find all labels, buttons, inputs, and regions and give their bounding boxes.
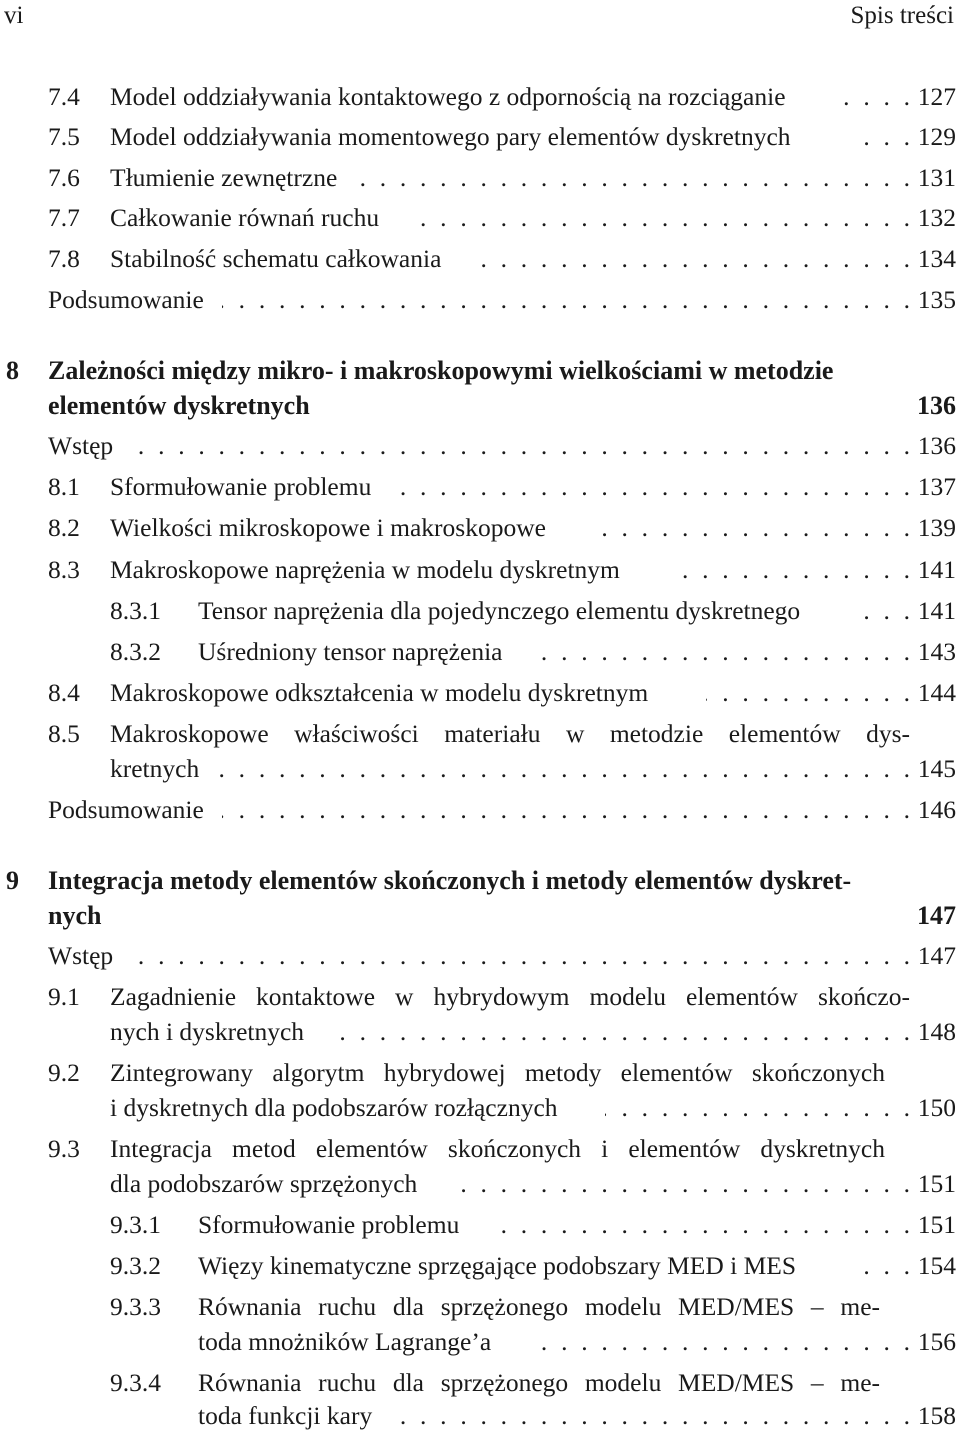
- chapter-page: 136: [917, 391, 956, 420]
- leader-dots: [860, 598, 910, 632]
- leader-dots: [672, 557, 910, 591]
- toc-entry-9-1[interactable]: [0, 984, 960, 1018]
- entry-page: 151: [917, 1210, 956, 1239]
- toc-entry-8-3[interactable]: [0, 557, 960, 591]
- toc-entry-8-2[interactable]: [0, 515, 960, 549]
- leader-dots: [528, 1329, 910, 1363]
- entry-title: Więzy kinematyczne sprzęgające podobszary MED i MES: [198, 1251, 797, 1280]
- entry-page: 135: [917, 285, 956, 314]
- entry-title-line1: Równania ruchu dla sprzężonego modelu MED/MES – me-: [198, 1292, 880, 1321]
- leader-dots: [405, 205, 910, 239]
- chapter-title-line1: Integracja metody elementów skończonych i metody elementów dyskret-: [48, 866, 852, 895]
- entry-page: 136: [917, 431, 956, 460]
- chapter-page: 147: [917, 901, 956, 930]
- toc-entry-8-5-line2[interactable]: [0, 756, 960, 790]
- toc-entry-intro-8[interactable]: [0, 433, 960, 467]
- entry-title-line1: Integracja metod elementów skończonych i elementów dyskretnych: [110, 1134, 885, 1163]
- entry-title-line1: Zagadnienie kontaktowe w hybrydowym modelu elementów skończo-: [110, 982, 910, 1011]
- entry-title: Wstęp: [48, 941, 114, 970]
- entry-title: Sformułowanie problemu: [198, 1210, 460, 1239]
- toc-entry-8-5[interactable]: [0, 721, 960, 755]
- entry-page: 154: [917, 1251, 956, 1280]
- entry-page: 143: [917, 637, 956, 666]
- entry-page: 131: [917, 163, 956, 192]
- toc-entry-9-3[interactable]: [0, 1136, 960, 1170]
- entry-page: 141: [917, 555, 956, 584]
- entry-number: 7.8: [48, 244, 80, 273]
- toc-entry-8-4[interactable]: [0, 680, 960, 714]
- entry-page: 146: [917, 795, 956, 824]
- entry-title: Model oddziaływania momentowego pary elementów dyskretnych: [110, 122, 791, 151]
- entry-number: 8.3: [48, 555, 80, 584]
- toc-entry-9-2-line2[interactable]: [0, 1095, 960, 1129]
- entry-page: 147: [917, 941, 956, 970]
- toc-entry-9-1-line2[interactable]: [0, 1019, 960, 1053]
- toc-entry-intro-9[interactable]: [0, 943, 960, 977]
- toc-entry-7-6[interactable]: [0, 165, 960, 199]
- entry-page: 127: [917, 82, 956, 111]
- toc-entry-9-3-3[interactable]: [0, 1294, 960, 1328]
- entry-title: Tensor naprężenia dla pojedynczego elementu dyskretnego: [198, 596, 801, 625]
- toc-entry-7-4[interactable]: [0, 84, 960, 118]
- entry-number: 8.4: [48, 678, 80, 707]
- entry-page: 144: [917, 678, 956, 707]
- entry-title: Całkowanie równań ruchu: [110, 203, 380, 232]
- entry-page: 158: [917, 1401, 956, 1430]
- toc-entry-9-3-4[interactable]: [0, 1370, 960, 1404]
- entry-number: 9.3.2: [110, 1251, 161, 1280]
- toc-chapter-8-line2[interactable]: [0, 393, 960, 427]
- leader-dots: [222, 797, 910, 831]
- toc-entry-9-2[interactable]: [0, 1060, 960, 1094]
- leader-dots: [592, 515, 910, 549]
- leader-dots: [605, 1095, 910, 1129]
- entry-title: Podsumowanie: [48, 285, 204, 314]
- toc-entry-7-5[interactable]: [0, 124, 960, 158]
- entry-number: 9.3.4: [110, 1368, 161, 1397]
- chapter-title-line2: nych: [48, 901, 102, 930]
- toc-entry-9-3-3-line2[interactable]: [0, 1329, 960, 1363]
- entry-title: Tłumienie zewnętrzne: [110, 163, 338, 192]
- entry-title: Makroskopowe naprężenia w modelu dyskretnym: [110, 555, 620, 584]
- leader-dots: [478, 246, 910, 280]
- entry-title-line2: toda funkcji kary: [198, 1401, 373, 1430]
- entry-title-line2: i dyskretnych dla podobszarów rozłącznych: [110, 1093, 558, 1122]
- entry-number: 9.2: [48, 1058, 80, 1087]
- leader-dots: [860, 1253, 910, 1287]
- toc-chapter-9-line2[interactable]: [0, 903, 960, 937]
- leader-dots: [130, 433, 910, 467]
- chapter-title-line2: elementów dyskretnych: [48, 391, 310, 420]
- toc-entry-9-3-4-line2[interactable]: [0, 1403, 960, 1437]
- toc-entry-summary-7[interactable]: [0, 287, 960, 321]
- toc-entry-9-3-line2[interactable]: [0, 1171, 960, 1205]
- leader-dots: [222, 287, 910, 321]
- toc-entry-9-3-1[interactable]: [0, 1212, 960, 1246]
- entry-number: 8.3.1: [110, 596, 161, 625]
- chapter-title-line1: Zależności między mikro- i makroskopowymi wielkościami w metodzie: [48, 356, 834, 385]
- leader-dots: [535, 639, 910, 673]
- entry-title-line1: Makroskopowe właściwości materiału w metodzie elementów dys-: [110, 719, 910, 748]
- entry-number: 8.1: [48, 472, 80, 501]
- toc-entry-7-8[interactable]: [0, 246, 960, 280]
- entry-title: Sformułowanie problemu: [110, 472, 372, 501]
- entry-number: 7.6: [48, 163, 80, 192]
- entry-title-line1: Równania ruchu dla sprzężonego modelu MED/MES – me-: [198, 1368, 880, 1397]
- leader-dots: [400, 474, 910, 508]
- leader-dots: [360, 165, 910, 199]
- entry-title-line2: toda mnożników Lagrange’a: [198, 1327, 492, 1356]
- toc-chapter-9[interactable]: [0, 868, 960, 902]
- entry-number: 8.5: [48, 719, 80, 748]
- leader-dots: [858, 124, 910, 158]
- entry-title: Wielkości mikroskopowe i makroskopowe: [110, 513, 546, 542]
- entry-title-line2: kretnych: [110, 754, 200, 783]
- entry-title-line1: Zintegrowany algorytm hybrydowej metody elementów skończonych: [110, 1058, 885, 1087]
- entry-title: Podsumowanie: [48, 795, 204, 824]
- entry-number: 9.3: [48, 1134, 80, 1163]
- entry-number: 7.4: [48, 82, 80, 111]
- leader-dots: [130, 943, 910, 977]
- entry-number: 7.5: [48, 122, 80, 151]
- entry-page: 145: [917, 754, 956, 783]
- toc-entry-7-7[interactable]: [0, 205, 960, 239]
- leader-dots: [490, 1212, 910, 1246]
- entry-page: 139: [917, 513, 956, 542]
- running-head: [4, 3, 954, 35]
- entry-title-line2: nych i dyskretnych: [110, 1017, 305, 1046]
- running-head-title: Spis treści: [850, 2, 954, 29]
- leader-dots: [838, 84, 910, 118]
- entry-page: 156: [917, 1327, 956, 1356]
- entry-page: 137: [917, 472, 956, 501]
- entry-title: Stabilność schematu całkowania: [110, 244, 442, 273]
- chapter-number: 8: [6, 356, 19, 385]
- entry-number: 9.1: [48, 982, 80, 1011]
- entry-title: Makroskopowe odkształcenia w modelu dyskretnym: [110, 678, 649, 707]
- entry-number: 9.3.1: [110, 1210, 161, 1239]
- entry-number: 8.3.2: [110, 637, 161, 666]
- leader-dots: [340, 1019, 910, 1053]
- toc-chapter-8[interactable]: [0, 358, 960, 392]
- entry-page: 141: [917, 596, 956, 625]
- entry-page: 132: [917, 203, 956, 232]
- entry-title: Model oddziaływania kontaktowego z odpornością na rozciąganie: [110, 82, 786, 111]
- page-number-roman: vi: [4, 2, 24, 29]
- toc-entry-8-3-1[interactable]: [0, 598, 960, 632]
- entry-title-line2: dla podobszarów sprzężonych: [110, 1169, 418, 1198]
- toc-entry-8-1[interactable]: [0, 474, 960, 508]
- entry-number: 8.2: [48, 513, 80, 542]
- chapter-number: 9: [6, 866, 19, 895]
- leader-dots: [212, 756, 910, 790]
- toc-entry-8-3-2[interactable]: [0, 639, 960, 673]
- entry-page: 134: [917, 244, 956, 273]
- entry-number: 9.3.3: [110, 1292, 161, 1321]
- entry-page: 151: [917, 1169, 956, 1198]
- leader-dots: [400, 1403, 910, 1437]
- entry-page: 148: [917, 1017, 956, 1046]
- entry-number: 7.7: [48, 203, 80, 232]
- toc-entry-summary-8[interactable]: [0, 797, 960, 831]
- entry-title: Uśredniony tensor naprężenia: [198, 637, 503, 666]
- leader-dots: [706, 680, 910, 714]
- entry-page: 150: [917, 1093, 956, 1122]
- entry-page: 129: [917, 122, 956, 151]
- leader-dots: [455, 1171, 910, 1205]
- toc-entry-9-3-2[interactable]: [0, 1253, 960, 1287]
- entry-title: Wstęp: [48, 431, 114, 460]
